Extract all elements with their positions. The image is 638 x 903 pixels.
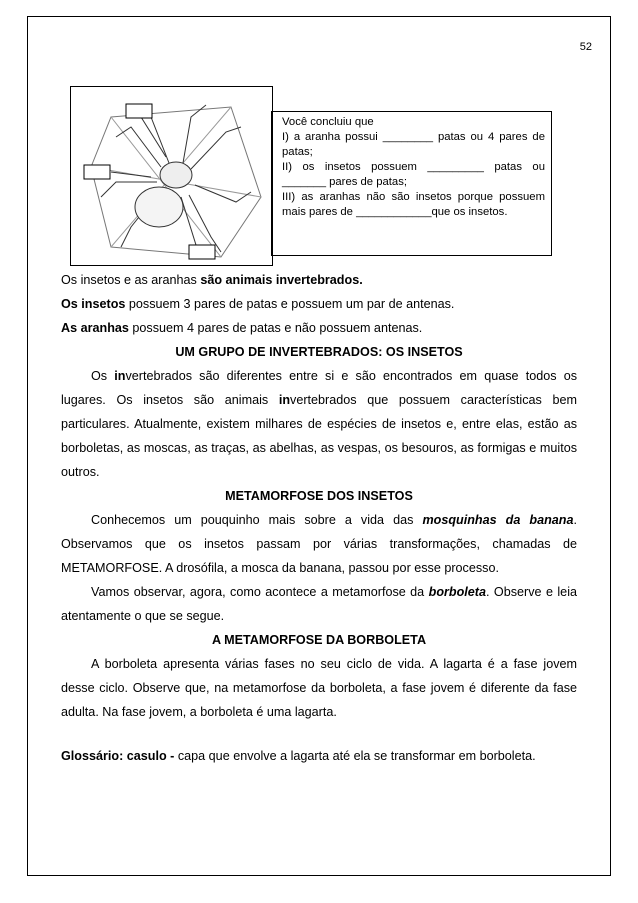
section-heading: METAMORFOSE DOS INSETOS [225, 489, 413, 503]
section-paragraph [61, 508, 577, 580]
conclusion-line: Você concluiu que [282, 116, 374, 128]
intro-bold: Os insetos [61, 297, 126, 311]
glossary-term: Glossário: casulo - [61, 749, 175, 763]
intro-line-3 [61, 316, 577, 340]
text-run: vertebrados que possuem características bem particulares. Atualmente, existem milhares de espécies de insetos e, entre elas, estão as borboletas, as moscas, as traças, as abelhas, as vespas, os besouros, as formigas e muitos outros. [61, 393, 577, 479]
glossary-definition: capa que envolve a lagarta até ela se transformar em borboleta. [174, 749, 536, 763]
section-paragraph [61, 364, 577, 484]
conclusion-line: III) as aranhas não são insetos porque possuem mais pares de ____________que os insetos. [282, 191, 545, 218]
text-run: vertebrados são diferentes entre si e são encontrados em quase todos os lugares. Os insetos são animais [61, 369, 577, 407]
spacer [61, 724, 577, 744]
main-content [61, 268, 577, 768]
text-run: Vamos observar, agora, como acontece a metamorfose da [91, 585, 429, 599]
spider-illustration [71, 87, 274, 267]
intro-bold: As aranhas [61, 321, 129, 335]
text-run: Os [91, 369, 115, 383]
section-heading: A METAMORFOSE DA BORBOLETA [211, 633, 427, 647]
section-paragraph [61, 580, 577, 628]
section-heading: UM GRUPO DE INVERTEBRADOS: OS INSETOS [175, 345, 463, 359]
conclusion-box [271, 111, 552, 256]
text-run: Conhecemos um pouquinho mais sobre a vida das [91, 513, 423, 527]
section-paragraph: A borboleta apresenta várias fases no seu ciclo de vida. A lagarta é a fase jovem desse ciclo. Observe que, na metamorfose da borboleta, a fase jovem é diferente da fase adulta. Na fase jovem, a borboleta é uma lagarta. [61, 657, 577, 719]
conclusion-line: I) a aranha possui ________ patas ou 4 pares de patas; [282, 131, 545, 158]
text-run: . Observe e leia atentamente o que se segue. [61, 585, 577, 623]
intro-text: possuem 4 pares de patas e não possuem antenas. [128, 321, 423, 335]
intro-line-2 [61, 292, 577, 316]
spider-figure [70, 86, 273, 266]
intro-line-1 [61, 268, 577, 292]
text-run-bold: in [114, 369, 126, 383]
text-run: . Observamos que os insetos passam por várias transformações, chamadas de METAMORFOSE. A drosófila, a mosca da banana, passou por esse processo. [61, 513, 577, 575]
glossary [61, 744, 577, 768]
intro-text: possuem 3 pares de patas e possuem um par de antenas. [125, 297, 455, 311]
text-run-bold-italic: borboleta [428, 585, 486, 599]
intro-bold: são animais invertebrados. [200, 273, 363, 287]
page-number: 52 [579, 41, 592, 53]
conclusion-line: II) os insetos possuem _________ patas ou _______ pares de patas; [282, 161, 545, 188]
text-run-bold: in [278, 393, 291, 407]
intro-text: Os insetos e as aranhas [61, 273, 201, 287]
text-run-bold-italic: mosquinhas da banana [422, 513, 574, 527]
